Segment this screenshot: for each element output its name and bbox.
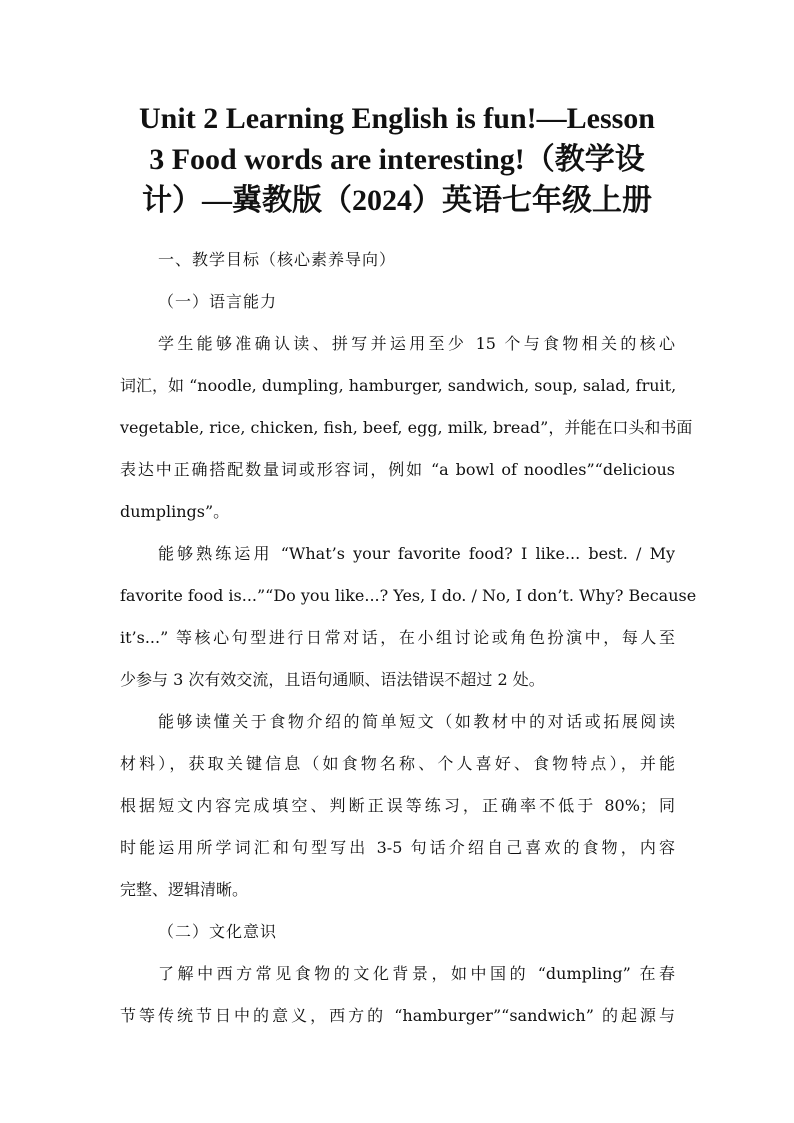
- paragraph-line: 材料），获取关键信息（如食物名称、个人喜好、食物特点），并能: [120, 754, 675, 773]
- paragraph-line: 词汇，如 “noodle, dumpling, hamburger, sandwich, soup, salad, fruit,: [120, 376, 677, 395]
- document-title: [110, 98, 684, 221]
- paragraph-line: vegetable, rice, chicken, fish, beef, egg, milk, bread”，并能在口头和书面: [120, 418, 693, 437]
- paragraph-line: 时能运用所学词汇和句型写出 3-5 句话介绍自己喜欢的食物，内容: [120, 838, 675, 857]
- paragraph-line: 少参与 3 次有效交流，且语句通顺、语法错误不超过 2 处。: [120, 670, 545, 689]
- paragraph-line: 根据短文内容完成填空、判断正误等练习，正确率不低于 80%；同: [120, 796, 675, 815]
- paragraph-line: 能够读懂关于食物介绍的简单短文（如教材中的对话或拓展阅读: [158, 712, 675, 731]
- title-line: 3 Food words are interesting!（教学设: [149, 143, 645, 176]
- paragraph-line: 节等传统节日中的意义，西方的 “hamburger”“sandwich” 的起源与: [120, 1006, 675, 1025]
- section-heading: 一、教学目标（核心素养导向）: [158, 250, 397, 269]
- paragraph-line: 学生能够准确认读、拼写并运用至少 15 个与食物相关的核心: [158, 334, 675, 353]
- title-line: 计）—冀教版（2024）英语七年级上册: [142, 184, 652, 217]
- paragraph-line: dumplings”。: [120, 502, 230, 521]
- paragraph-line: favorite food is...”“Do you like...? Yes, I do. / No, I don’t. Why? Because: [120, 586, 697, 605]
- subsection-heading: （二）文化意识: [158, 922, 278, 941]
- paragraph-line: it’s...” 等核心句型进行日常对话，在小组讨论或角色扮演中，每人至: [120, 628, 675, 647]
- paragraph-line: 表达中正确搭配数量词或形容词，例如 “a bowl of noodles”“delicious: [120, 460, 675, 479]
- subsection-heading: （一）语言能力: [158, 292, 278, 311]
- paragraph-line: 了解中西方常见食物的文化背景，如中国的 “dumpling” 在春: [158, 964, 675, 983]
- paragraph-line: 完整、逻辑清晰。: [120, 880, 249, 899]
- title-line: Unit 2 Learning English is fun!—Lesson: [139, 102, 655, 135]
- paragraph-line: 能够熟练运用 “What’s your favorite food? I like... best. / My: [158, 544, 675, 563]
